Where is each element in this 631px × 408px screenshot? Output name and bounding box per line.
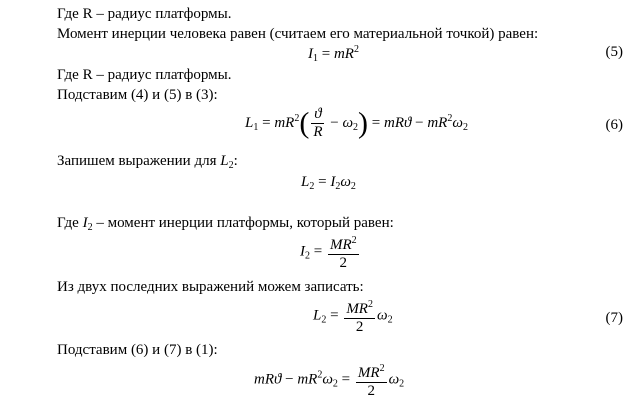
- text-line-moment-platform: Где $I_2$ – момент инерции платформы, который равен:: [57, 215, 394, 233]
- text-line-moment-human: Момент инерции человека равен (считаем его материальной точкой) равен:: [57, 26, 539, 42]
- equation-number-6: (6): [605, 117, 623, 133]
- text-line-substitute-4-5: Подставим (4) и (5) в (3):: [57, 87, 218, 103]
- equation-i2: $I_2$ = $\frac{MR^2}{2}$: [300, 232, 361, 272]
- text-line-two-expressions: Из двух последних выражений можем записать:: [57, 279, 364, 295]
- equation-number-7: (7): [605, 310, 623, 326]
- equation-6: $L_1 = mR^2$( $\frac{ϑ}{R}$ − $\omega_2) = mRϑ - mR^2\omega_2$: [245, 106, 468, 140]
- text-line-radius-2: Где R – радиус платформы.: [57, 67, 232, 83]
- equation-5: $I_1 = mR^2$: [308, 44, 359, 64]
- equation-final: $mRϑ - mR^2\omega_2$ = $\frac{MR^2}{2}$ $\omega_2$: [254, 360, 404, 400]
- text-line-substitute-6-7: Подставим (6) и (7) в (1):: [57, 342, 218, 358]
- equation-number-5: (5): [605, 44, 623, 60]
- text-line-radius-1: Где R – радиус платформы.: [57, 6, 232, 22]
- equation-7: $L_2$ = $\frac{MR^2}{2}$ $\omega_2$: [313, 296, 393, 336]
- equation-l2-i2: $L_2 = I_2\omega_2$: [301, 174, 356, 192]
- text-line-write-l2: Запишем выражении для $L_2$:: [57, 153, 238, 171]
